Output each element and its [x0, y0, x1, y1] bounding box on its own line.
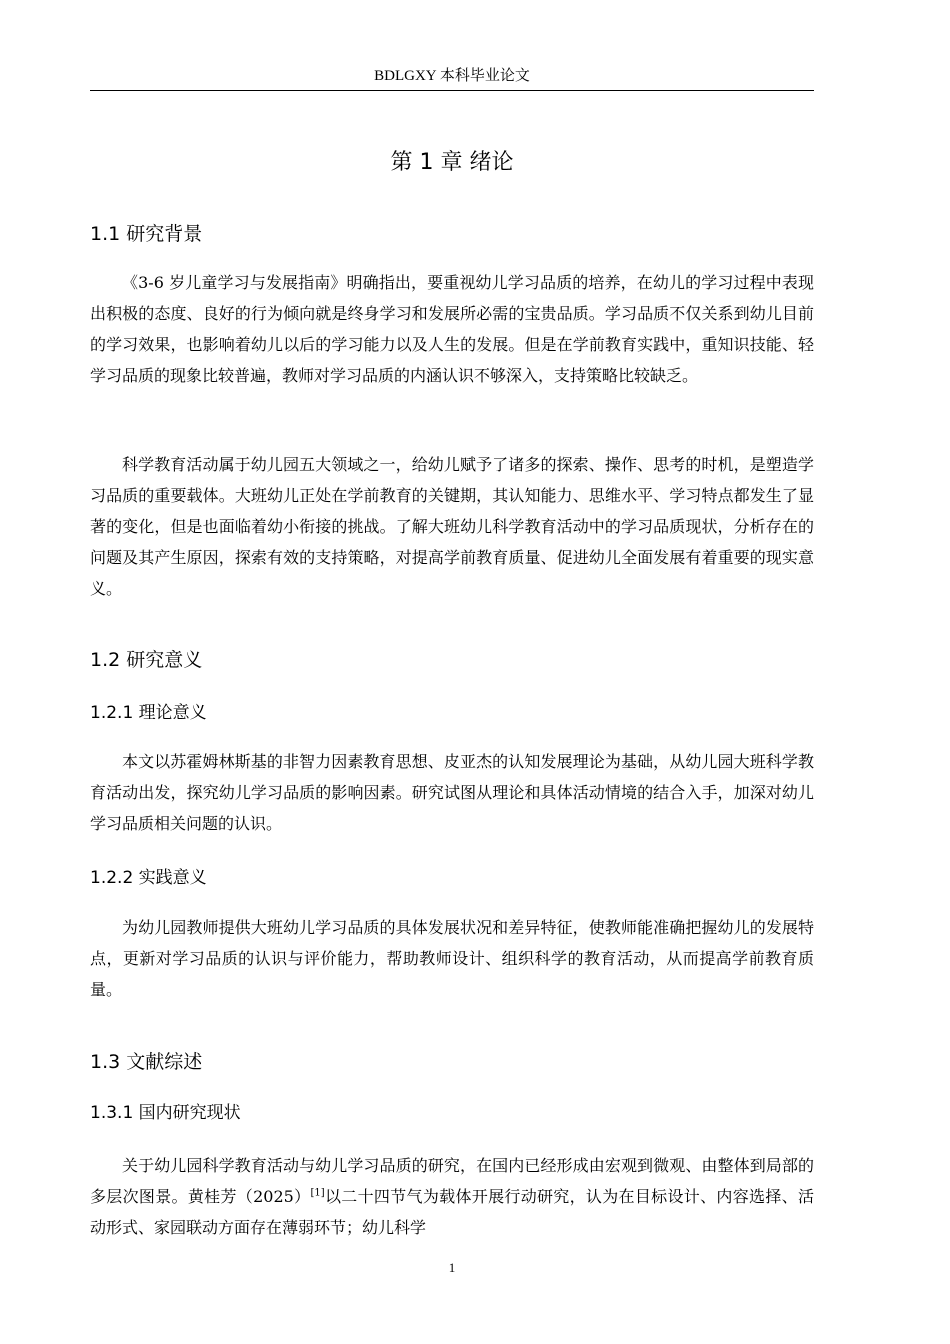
paragraph-background-1: 《3-6 岁儿童学习与发展指南》明确指出，要重视幼儿学习品质的培养，在幼儿的学习过程中表现出积极的态度、良好的行为倾向就是终身学习和发展所必需的宝贵品质。学习品质不仅关系到幼儿目前的学习效果，也影响着幼儿以后的学习能力以及人生的发展。但是在学前教育实践中，重知识技能、轻学习品质的现象比较普遍，教师对学习品质的内涵认识不够深入，支持策略比较缺乏。: [90, 273, 814, 385]
running-header: BDLGXY 本科毕业论文: [374, 68, 530, 84]
subsection-heading-1-2-2: 1.2.2 实践意义: [90, 868, 207, 888]
header-rule: [90, 90, 814, 91]
page-number: 1: [448, 1260, 456, 1275]
section-heading-1-1: 1.1 研究背景: [90, 223, 203, 245]
paragraph-text-after-citation: 以二十四节气为载体开展行动研究，认为在目标设计、内容选择、活动形式、家园联动方面存在薄弱环节；幼儿科学: [90, 1187, 814, 1237]
paragraph-domestic-research: [90, 1150, 814, 1243]
section-heading-1-2: 1.2 研究意义: [90, 649, 203, 671]
subsection-heading-1-3-1: 1.3.1 国内研究现状: [90, 1103, 241, 1123]
paragraph-theory: 本文以苏霍姆林斯基的非智力因素教育思想、皮亚杰的认知发展理论为基础，从幼儿园大班科学教育活动出发，探究幼儿学习品质的影响因素。研究试图从理论和具体活动情境的结合入手，加深对幼儿学习品质相关问题的认识。: [90, 752, 814, 833]
paragraph-background-2: 科学教育活动属于幼儿园五大领域之一，给幼儿赋予了诸多的探索、操作、思考的时机，是塑造学习品质的重要载体。大班幼儿正处在学前教育的关键期，其认知能力、思维水平、学习特点都发生了显著的变化，但是也面临着幼小衔接的挑战。了解大班幼儿科学教育活动中的学习品质现状，分析存在的问题及其产生原因，探索有效的支持策略，对提高学前教育质量、促进幼儿全面发展有着重要的现实意义。: [90, 455, 814, 598]
paragraph-text-before-citation: 关于幼儿园科学教育活动与幼儿学习品质的研究，在国内已经形成由宏观到微观、由整体到局部的多层次图景。黄桂芳（2025）: [90, 1156, 814, 1206]
chapter-title: 第 1 章 绪论: [390, 150, 514, 175]
section-heading-1-3: 1.3 文献综述: [90, 1051, 203, 1073]
citation-reference: [1]: [310, 1187, 325, 1199]
paragraph-practice: 为幼儿园教师提供大班幼儿学习品质的具体发展状况和差异特征，使教师能准确把握幼儿的发展特点，更新对学习品质的认识与评价能力，帮助教师设计、组织科学的教育活动，从而提高学前教育质量。: [90, 918, 814, 999]
subsection-heading-1-2-1: 1.2.1 理论意义: [90, 703, 207, 723]
